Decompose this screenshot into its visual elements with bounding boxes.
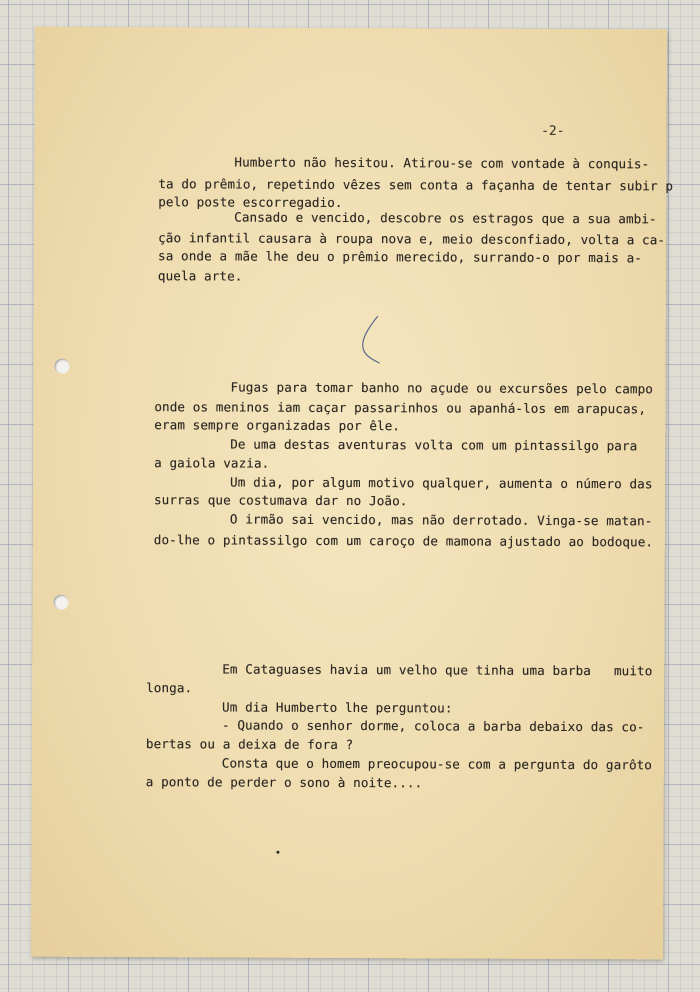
paragraph-line: a gaiola vazia.: [154, 455, 270, 471]
paragraph-line: De uma destas aventuras volta com um pintassilgo para: [230, 436, 638, 454]
paragraph-line: onde os meninos iam caçar passarinhos ou apanhá-los em arapucas,: [154, 399, 647, 417]
paragraph-line: quela arte.: [157, 268, 243, 284]
paragraph-line: Fugas para tomar banho no açude ou excursões pelo campo: [230, 379, 654, 397]
paragraph-line: a ponto de perder o sono à noite....: [145, 774, 423, 791]
paragraph-line: Um dia, por algum motivo qualquer, aumenta o número das: [230, 474, 653, 492]
ink-dot: [276, 851, 279, 854]
paragraph-line: surras que costumava dar no João.: [153, 492, 408, 509]
paragraph-line: O irmão sai vencido, mas não derrotado. Vinga-se matan-: [229, 511, 653, 529]
paragraph-line: eram sempre organizadas por êle.: [154, 417, 401, 434]
paragraph-line: do-lhe o pintassilgo com um caroço de mamona ajustado ao bodoque.: [153, 532, 654, 550]
punch-hole-bottom: [53, 595, 68, 610]
paragraph-line: Em Cataguases havia um velho que tinha uma barba muito: [222, 661, 653, 679]
paragraph-line: ta do prêmio, repetindo vêzes sem conta a façanha de tentar subir p: [158, 176, 674, 194]
paragraph-line: ção infantil causara à roupa nova e, meio desconfiado, volta a ca-: [158, 230, 666, 248]
paragraph-line: - Quando o senhor dorme, coloca a barba debaixo das co-: [221, 717, 645, 735]
paragraph-line: Cansado e vencido, descobre os estragos que a sua ambi-: [234, 209, 657, 227]
paragraph-line: pelo poste escorregadio.: [158, 194, 343, 210]
paragraph-line: sa onde a mãe lhe deu o prêmio merecido, surrando-o por mais a-: [158, 248, 643, 266]
punch-hole-top: [55, 359, 70, 374]
paragraph-line: longa.: [146, 680, 193, 696]
typewritten-page: [31, 27, 674, 960]
paragraph-line: bertas ou a deixa de fora ?: [145, 736, 354, 753]
paragraph-line: Um dia Humberto lhe perguntou:: [222, 699, 453, 716]
page-number: -2-: [541, 123, 565, 139]
ink-stroke-mark: [356, 314, 386, 364]
paragraph-line: Consta que o homem preocupou-se com a pergunta do garôto: [221, 755, 653, 773]
paragraph-line: Humberto não hesitou. Atirou-se com vontade à conquis-: [234, 154, 650, 172]
